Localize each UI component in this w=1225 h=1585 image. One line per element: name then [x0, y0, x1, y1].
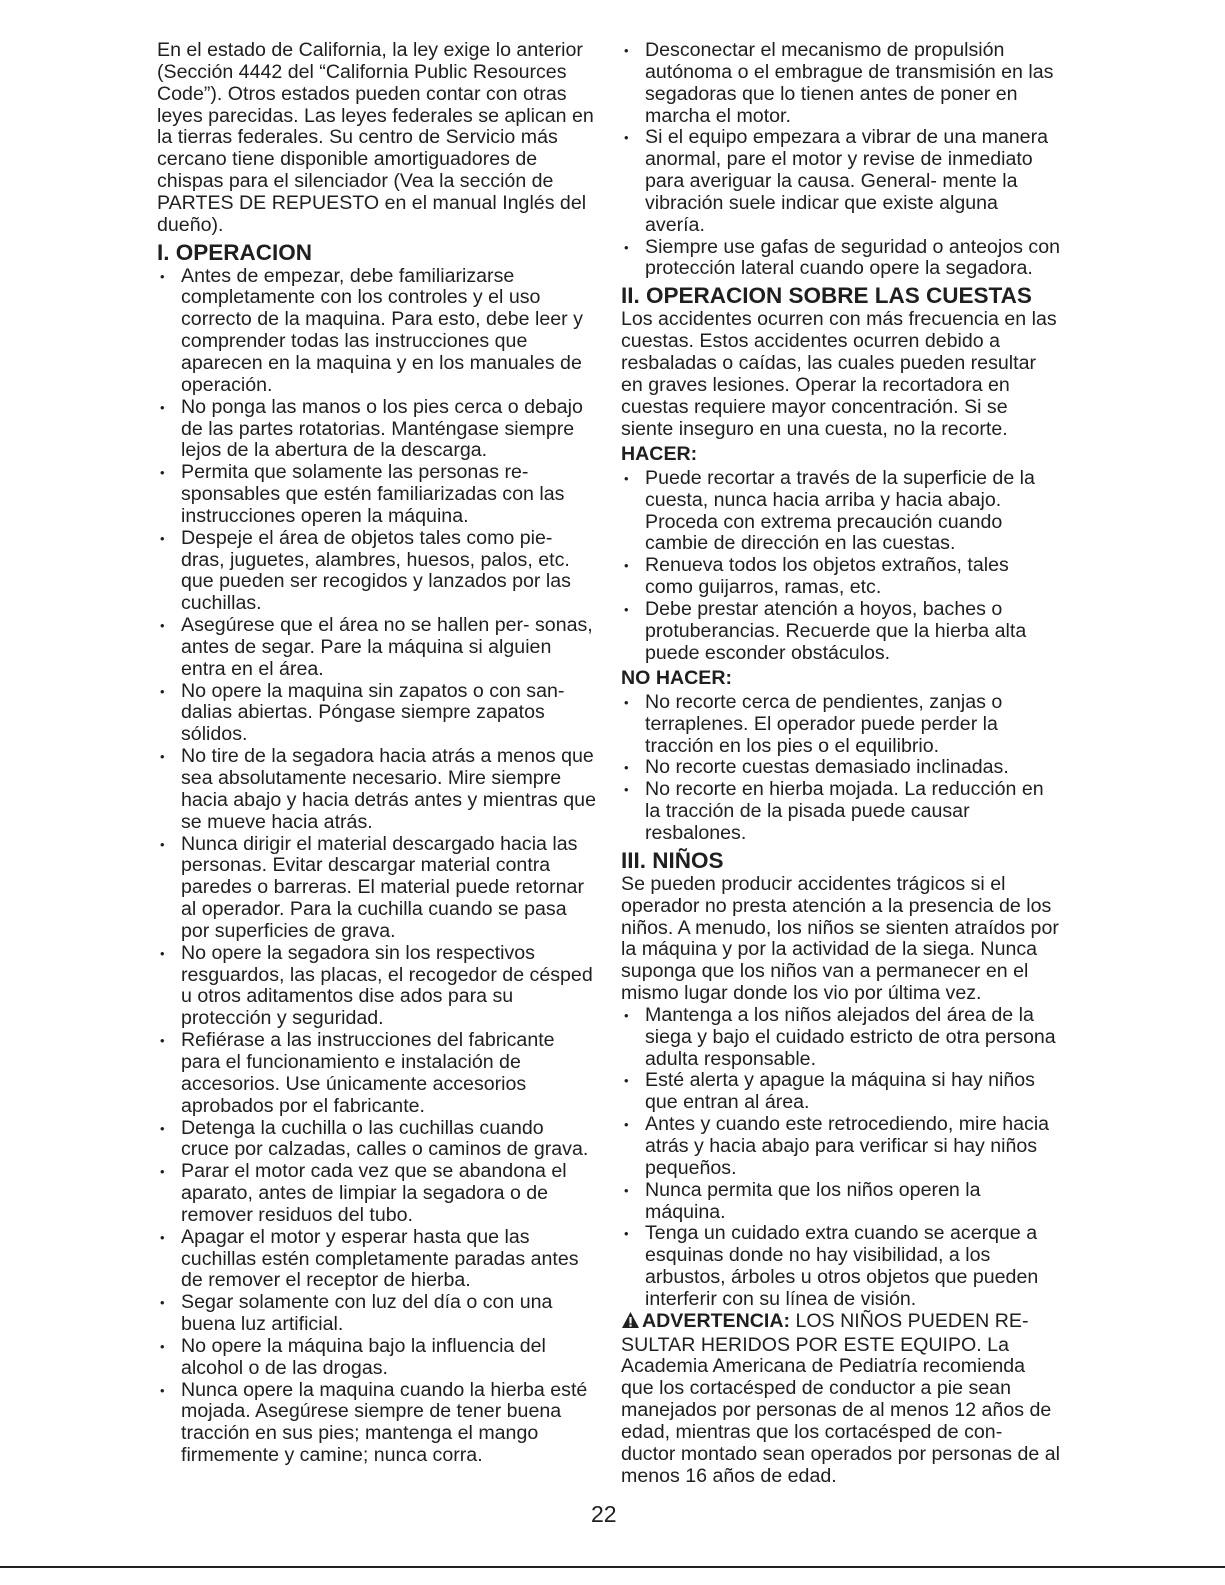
slopes-intro-paragraph: Los accidentes ocurren con más frecuencia en las cuestas. Estos accidentes ocurren debido a resbaladas o caídas, las cuales pueden resultar en graves lesiones. Operar la recortadora en cuestas requiere mayor concentración. Si se siente inseguro en una cuesta, no la recorte. — [621, 308, 1057, 440]
list-item — [621, 1223, 1061, 1310]
list-item-text: Siempre use gafas de seguridad o anteojos con protección lateral cuando opere la segadora. — [645, 235, 1061, 280]
bullet-icon: • — [160, 1338, 165, 1354]
operation-list-continued — [621, 40, 1061, 280]
slopes-heading: II. OPERACION SOBRE LAS CUESTAS — [621, 283, 1032, 309]
list-item-text: No opere la máquina bajo la influencia del alcohol o de las drogas. — [181, 1334, 546, 1379]
bullet-icon: • — [624, 1073, 629, 1089]
children-intro-paragraph: Se pueden producir accidentes trágicos si el operador no presta atención a la presencia de los niños. A menudo, los niños se sienten atraídos por la máquina y por la actividad de la siega. Nunca suponga que los niños van a permanecer en el mismo lugar donde los vio por última vez. — [621, 872, 1059, 1005]
list-item — [157, 1380, 597, 1467]
right-column — [621, 40, 1061, 1487]
list-item — [157, 1118, 597, 1162]
list-item — [157, 615, 597, 681]
list-item-text: Puede recortar a través de la superficie de la cuesta, nunca hacia arriba y hacia abajo. Proceda con extrema precaución cuando cambie de dirección en las cuestas. — [645, 466, 1035, 555]
list-item-text: Parar el motor cada vez que se abandona el aparato, antes de limpiar la segadora o de remover residuos del tubo. — [181, 1160, 567, 1226]
bullet-icon: • — [160, 465, 165, 481]
bullet-icon: • — [160, 1120, 165, 1136]
list-item — [621, 1070, 1061, 1114]
list-item-text: No ponga las manos o los pies cerca o debajo de las partes rotatorias. Manténgase siempre lejos de la abertura de la descarga. — [181, 395, 583, 462]
list-item-text: No recorte cerca de pendientes, zanjas o terraplenes. El operador puede perder la tracción en los pies o el equilibrio. — [645, 690, 1003, 757]
page-bottom-rule — [0, 1566, 1225, 1568]
list-item — [157, 266, 597, 397]
bullet-icon: • — [160, 268, 165, 284]
bullet-icon: • — [624, 782, 629, 798]
warning-paragraph — [621, 1311, 1061, 1488]
list-item-text: Tenga un cuidado extra cuando se acerque a esquinas donde no hay visibilidad, a los arbustos, árboles u otros objetos que pueden interferir con su línea de visión. — [645, 1222, 1039, 1310]
list-item-text: Despeje el área de objetos tales como pie- dras, juguetes, alambres, huesos, palos, etc. que pueden ser recogidos y lanzados por las cuchillas. — [181, 526, 571, 615]
list-item-text: No opere la segadora sin los respectivos resguardos, las placas, el recogedor de césped u otros aditamentos dise ados para su protección y seguridad. — [181, 941, 593, 1030]
list-item-text: Antes de empezar, debe familiarizarse completamente con los controles y el uso correcto de la maquina. Para esto, debe leer y comprender todas las instrucciones que aparecen en la maquina y en los manuales de operación. — [181, 264, 583, 396]
bullet-icon: • — [160, 836, 165, 852]
list-item — [621, 757, 1061, 779]
bullet-icon: • — [160, 945, 165, 961]
operation-heading: I. OPERACION — [157, 239, 313, 265]
list-item-text: No recorte en hierba mojada. La reducción en la tracción de la pisada puede causar resbalones. — [645, 778, 1044, 844]
dont-heading: NO HACER: — [621, 667, 733, 690]
list-item — [157, 528, 597, 615]
list-item — [621, 692, 1061, 758]
list-item — [621, 779, 1061, 845]
bullet-icon: • — [624, 1226, 629, 1242]
bullet-icon: • — [624, 760, 629, 776]
list-item — [621, 127, 1061, 236]
list-item-text: Asegúrese que el área no se hallen per- sonas, antes de segar. Pare la máquina si alguien entra en el área. — [181, 614, 593, 680]
list-item — [621, 40, 1061, 127]
bullet-icon: • — [624, 43, 629, 58]
list-item-text: Nunca dirigir el material descargado hacia las personas. Evitar descargar material contra paredes o barreras. El material puede retornar al operador. Para la cuchilla cuando se pasa por superficies de grava. — [181, 832, 584, 942]
bullet-icon: • — [624, 558, 629, 574]
list-item — [157, 1161, 597, 1227]
list-item-text: Apagar el motor y esperar hasta que las cuchillas estén completamente paradas antes de remover el receptor de hierba. — [181, 1225, 579, 1292]
bullet-icon: • — [624, 1117, 629, 1133]
list-item-text: No tire de la segadora hacia atrás a menos que sea absolutamente necesario. Mire siempre hacia abajo y hacia detrás antes y mientras que se mueve hacia atrás. — [181, 745, 596, 833]
warning-text: LOS NIÑOS PUEDEN RE- SULTAR HERIDOS POR ESTE EQUIPO. La Academia Americana de Pediatría recomienda que los cortacésped de conductor a pie sean manejados por personas de al menos 12 años de edad, mientras que los cortacésped de con- ductor montado sean operados por personas de al menos 16 años de edad. — [621, 1309, 1060, 1487]
bullet-icon: • — [160, 399, 165, 415]
do-list — [621, 468, 1061, 665]
list-item — [621, 1180, 1061, 1224]
list-item-text: No recorte cuestas demasiado inclinadas. — [645, 756, 1009, 779]
bullet-icon: • — [160, 1382, 165, 1398]
list-item-text: Renueva todos los objetos extraños, tales como guijarros, ramas, etc. — [645, 554, 1009, 599]
list-item-text: Permita que solamente las personas re- sponsables que estén familiarizadas con las instrucciones operen la máquina. — [181, 461, 565, 527]
bullet-icon: • — [160, 1033, 165, 1049]
bullet-icon: • — [160, 1164, 165, 1180]
bullet-icon: • — [624, 239, 629, 255]
dont-list — [621, 692, 1061, 845]
list-item-text: Mantenga a los niños alejados del área de la siega y bajo el cuidado estricto de otra persona adulta responsable. — [645, 1003, 1056, 1070]
left-column — [157, 40, 597, 1467]
list-item — [157, 462, 597, 528]
list-item — [621, 599, 1061, 665]
operation-list — [157, 266, 597, 1467]
list-item-text: Nunca permita que los niños operen la máquina. — [645, 1178, 981, 1223]
list-item — [157, 397, 597, 463]
children-list — [621, 1005, 1061, 1311]
list-item — [157, 1292, 597, 1336]
bullet-icon: • — [160, 1295, 165, 1311]
list-item — [157, 1227, 597, 1293]
bullet-icon: • — [624, 1182, 629, 1198]
list-item — [621, 555, 1061, 599]
list-item-text: Antes y cuando este retrocediendo, mire hacia atrás y hacia abajo para verificar si hay niños pequeños. — [645, 1113, 1050, 1179]
bullet-icon: • — [160, 749, 165, 765]
warning-label: ADVERTENCIA: — [642, 1309, 791, 1332]
list-item — [621, 1005, 1061, 1071]
warning-triangle-icon — [621, 1311, 642, 1335]
bullet-icon: • — [160, 683, 165, 699]
bullet-icon: • — [624, 601, 629, 617]
list-item — [157, 834, 597, 943]
list-item-text: Debe prestar atención a hoyos, baches o protuberancias. Recuerde que la hierba alta puede esconder obstáculos. — [645, 597, 1027, 664]
bullet-icon: • — [624, 694, 629, 710]
list-item — [157, 943, 597, 1030]
bullet-icon: • — [160, 618, 165, 634]
list-item — [621, 468, 1061, 555]
list-item — [157, 746, 597, 833]
list-item-text: Refiérase a las instrucciones del fabricante para el funcionamiento e instalación de accesorios. Use únicamente accesorios aprobados por el fabricante. — [181, 1029, 555, 1117]
list-item — [621, 1114, 1061, 1180]
list-item — [157, 681, 597, 747]
list-item-text: Segar solamente con luz del día o con una buena luz artificial. — [181, 1291, 553, 1336]
list-item — [157, 1336, 597, 1380]
bullet-icon: • — [160, 1229, 165, 1245]
do-heading: HACER: — [621, 443, 698, 466]
list-item-text: Si el equipo empezara a vibrar de una manera anormal, pare el motor y revise de inmediato para averiguar la causa. General- mente la vibración suele indicar que existe alguna avería. — [645, 126, 1049, 236]
list-item — [621, 237, 1061, 281]
california-law-paragraph: En el estado de California, la ley exige lo anterior (Sección 4442 del “California Public Resources Code”). Otros estados pueden contar con otras leyes parecidas. Las leyes federales se aplican en la tierras federales. Su centro de Servicio más cercano tiene disponible amortiguadores de chispas para el silenciador (Vea la sección de PARTES DE REPUESTO en el manual Inglés del dueño). — [157, 39, 594, 236]
children-heading: III. NIÑOS — [621, 847, 724, 873]
list-item-text: Esté alerta y apague la máquina si hay niños que entran al área. — [645, 1069, 1035, 1114]
bullet-icon: • — [160, 530, 165, 546]
list-item — [157, 1030, 597, 1117]
list-item-text: Desconectar el mecanismo de propulsión autónoma o el embrague de transmisión en las segadoras que lo tienen antes de poner en marcha el motor. — [645, 39, 1054, 127]
list-item-text: Detenga la cuchilla o las cuchillas cuando cruce por calzadas, calles o caminos de grava. — [181, 1116, 589, 1161]
bullet-icon: • — [624, 130, 629, 146]
bullet-icon: • — [624, 1007, 629, 1023]
page-number: 22 — [591, 1501, 617, 1527]
list-item-text: Nunca opere la maquina cuando la hierba esté mojada. Asegúrese siempre de tener buena tracción en sus pies; mantenga el mango firmemente y camine; nunca corra. — [181, 1378, 588, 1467]
list-item-text: No opere la maquina sin zapatos o con san- dalias abiertas. Póngase siempre zapatos sólidos. — [181, 679, 565, 746]
bullet-icon: • — [624, 470, 629, 486]
